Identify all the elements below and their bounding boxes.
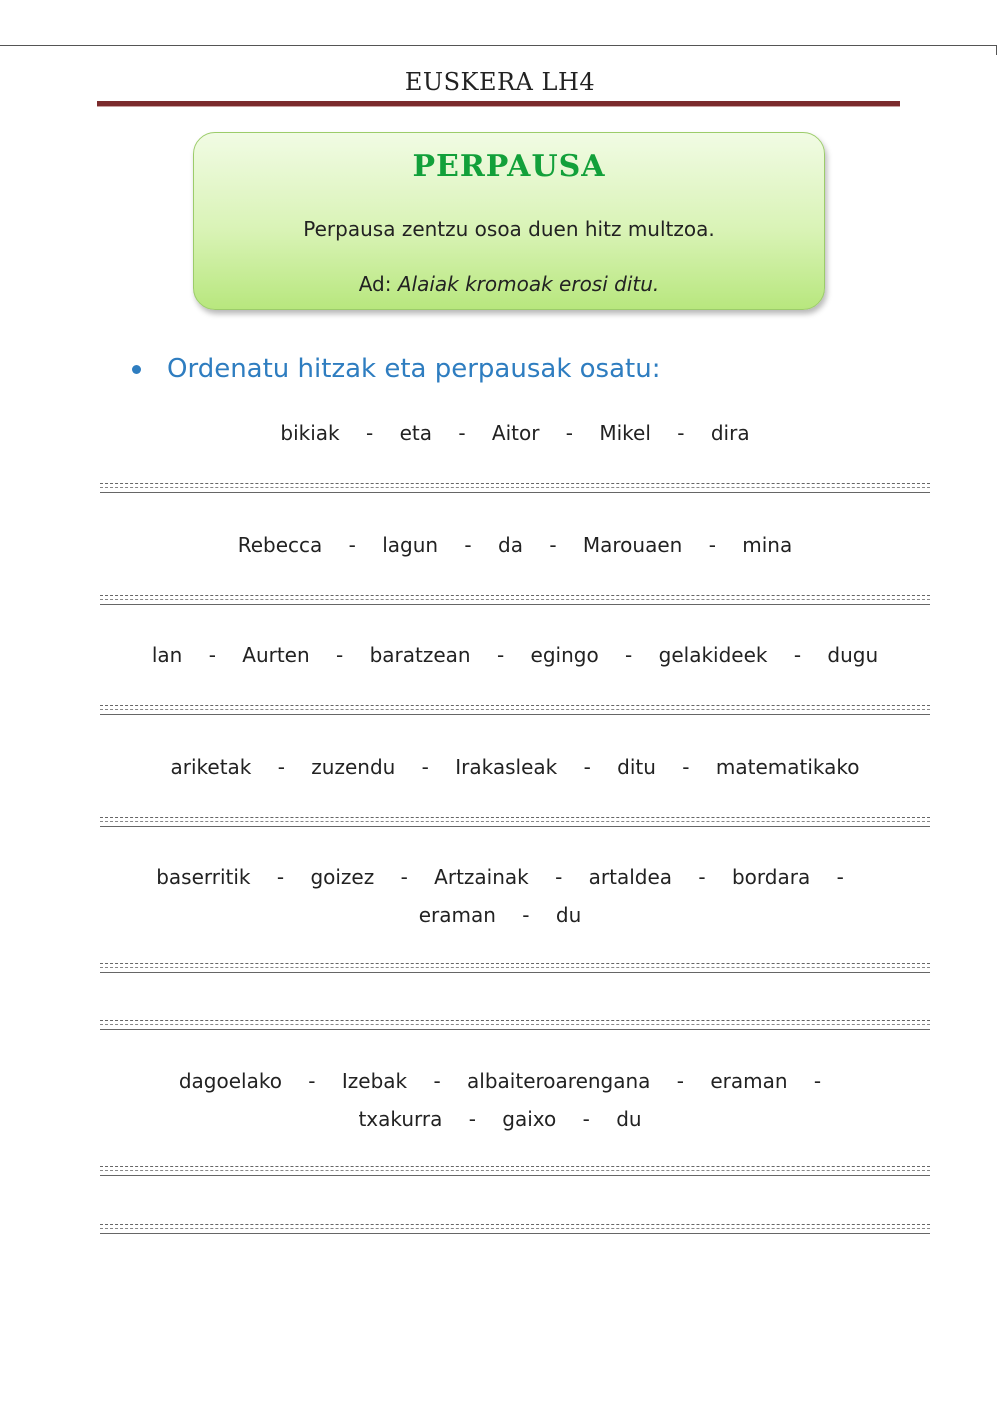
example-prefix: Ad: xyxy=(358,272,392,296)
exercise-instruction xyxy=(132,354,660,384)
word-list-3 xyxy=(100,636,930,674)
word-list-line: Rebecca - lagun - da - Marouaen - mina xyxy=(237,533,793,557)
definition-box xyxy=(193,132,825,310)
word-list-6 xyxy=(95,1062,905,1138)
example-sentence: Alaiak kromoak erosi ditu. xyxy=(397,272,660,296)
top-rule-tick xyxy=(990,45,997,55)
word-list-line-2: eraman - du xyxy=(418,903,582,927)
definition-title: PERPAUSA xyxy=(412,149,606,184)
header-divider xyxy=(97,101,900,107)
answer-line-6b[interactable] xyxy=(100,1224,930,1234)
word-list-line: ariketak - zuzendu - Irakasleak - ditu - matematikako xyxy=(170,755,860,779)
page-title: EUSKERA LH4 xyxy=(404,68,596,96)
answer-line-1[interactable] xyxy=(100,483,930,493)
definition-text: Perpausa zentzu osoa duen hitz multzoa. xyxy=(303,217,715,241)
answer-line-3[interactable] xyxy=(100,705,930,715)
answer-line-6a[interactable] xyxy=(100,1166,930,1176)
word-list-1 xyxy=(100,414,930,452)
instruction-text: Ordenatu hitzak eta perpausak osatu: xyxy=(167,354,661,384)
word-list-line: bikiak - eta - Aitor - Mikel - dira xyxy=(280,421,750,445)
word-list-line-2: txakurra - gaixo - du xyxy=(358,1107,642,1131)
word-list-line: dagoelako - Izebak - albaiteroarengana - eraman - xyxy=(178,1069,822,1093)
word-list-line: lan - Aurten - baratzean - egingo - gelakideek - dugu xyxy=(151,643,879,667)
answer-line-4[interactable] xyxy=(100,817,930,827)
top-rule xyxy=(0,45,996,46)
definition-example xyxy=(194,272,824,296)
word-list-4 xyxy=(100,748,930,786)
answer-line-5b[interactable] xyxy=(100,1020,930,1030)
word-list-2 xyxy=(100,526,930,564)
word-list-5 xyxy=(95,858,905,934)
answer-line-2[interactable] xyxy=(100,595,930,605)
bullet-icon xyxy=(132,365,141,374)
word-list-line: baserritik - goizez - Artzainak - artaldea - bordara - xyxy=(156,865,844,889)
answer-line-5a[interactable] xyxy=(100,963,930,973)
